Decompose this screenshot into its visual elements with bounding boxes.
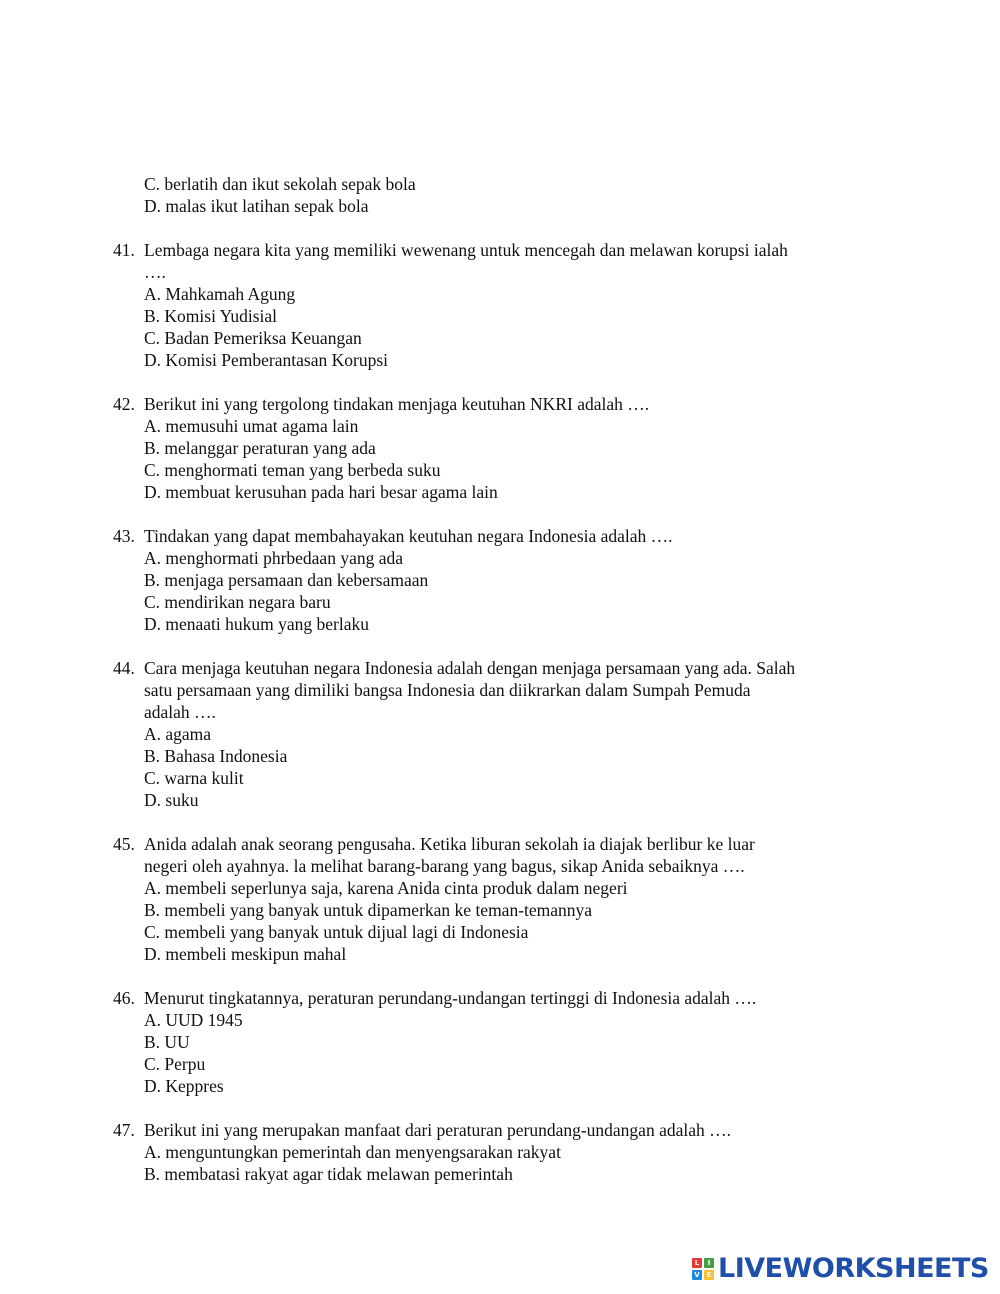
answer-options	[144, 415, 1000, 503]
question-text: Anida adalah anak seorang pengusaha. Ketika liburan sekolah ia diajak berlibur ke luar	[144, 834, 755, 854]
carryover-option: D. malas ikut latihan sepak bola	[144, 196, 369, 216]
question-line	[0, 833, 1000, 855]
answer-options	[144, 877, 1000, 965]
question-text: Cara menjaga keutuhan negara Indonesia adalah dengan menjaga persamaan yang ada. Salah	[144, 658, 796, 678]
question-text: Berikut ini yang merupakan manfaat dari peraturan perundang-undangan adalah ….	[144, 1120, 731, 1140]
question-41	[0, 239, 1000, 371]
carryover-option: C. berlatih dan ikut sekolah sepak bola	[144, 174, 416, 194]
answer-options	[144, 1009, 1000, 1097]
question-line	[0, 261, 1000, 283]
question-number: 47.	[113, 1120, 135, 1140]
answer-option: B. UU	[144, 1032, 190, 1052]
answer-option: B. melanggar peraturan yang ada	[144, 438, 376, 458]
question-number: 45.	[113, 834, 135, 854]
answer-option: D. Komisi Pemberantasan Korupsi	[144, 350, 388, 370]
question-text: Menurut tingkatannya, peraturan perundang-undangan tertinggi di Indonesia adalah ….	[144, 988, 757, 1008]
answer-option: C. membeli yang banyak untuk dijual lagi di Indonesia	[144, 922, 529, 942]
answer-option: D. suku	[144, 790, 199, 810]
brand-name: LIVEWORKSHEETS	[718, 1253, 989, 1284]
question-line	[0, 239, 1000, 261]
question-text: satu persamaan yang dimiliki bangsa Indonesia dan diikrarkan dalam Sumpah Pemuda	[144, 680, 751, 700]
question-number-cell	[0, 1119, 144, 1141]
question-number-cell	[0, 701, 144, 723]
question-number-cell	[0, 855, 144, 877]
question-text: Berikut ini yang tergolong tindakan menjaga keutuhan NKRI adalah ….	[144, 394, 650, 414]
answer-option: C. Perpu	[144, 1054, 206, 1074]
answer-options	[144, 723, 1000, 811]
answer-option: C. menghormati teman yang berbeda suku	[144, 460, 441, 480]
answer-option: A. menghormati phrbedaan yang ada	[144, 548, 404, 568]
logo-grid-icon	[692, 1258, 714, 1280]
answer-option: C. warna kulit	[144, 768, 244, 788]
answer-option: B. menjaga persamaan dan kebersamaan	[144, 570, 429, 590]
question-list	[0, 239, 1000, 1185]
question-line	[0, 525, 1000, 547]
answer-option: A. agama	[144, 724, 212, 744]
logo-letter-v: V	[692, 1270, 702, 1280]
answer-option: D. membuat kerusuhan pada hari besar agama lain	[144, 482, 498, 502]
answer-option: A. membeli seperlunya saja, karena Anida cinta produk dalam negeri	[144, 878, 628, 898]
answer-options	[144, 547, 1000, 635]
question-text: ….	[144, 262, 166, 282]
question-line	[0, 393, 1000, 415]
logo-letter-e: E	[704, 1270, 714, 1280]
logo-letter-i: I	[704, 1258, 714, 1268]
question-44	[0, 657, 1000, 811]
question-line	[0, 679, 1000, 701]
question-number: 41.	[113, 240, 135, 260]
answer-option: D. membeli meskipun mahal	[144, 944, 347, 964]
answer-option: B. membatasi rakyat agar tidak melawan pemerintah	[144, 1164, 513, 1184]
question-47	[0, 1119, 1000, 1185]
question-line	[0, 701, 1000, 723]
answer-option: A. menguntungkan pemerintah dan menyengsarakan rakyat	[144, 1142, 561, 1162]
answer-option: A. UUD 1945	[144, 1010, 243, 1030]
question-number: 46.	[113, 988, 135, 1008]
answer-option: C. Badan Pemeriksa Keuangan	[144, 328, 362, 348]
worksheet	[0, 173, 1000, 1185]
answer-option: B. membeli yang banyak untuk dipamerkan ke teman-temannya	[144, 900, 593, 920]
logo-letter-l: L	[692, 1258, 702, 1268]
carryover-options	[144, 173, 1000, 217]
question-number-cell	[0, 261, 144, 283]
question-43	[0, 525, 1000, 635]
question-number-cell	[0, 833, 144, 855]
answer-options	[144, 1141, 1000, 1185]
question-number-cell	[0, 679, 144, 701]
answer-option: D. Keppres	[144, 1076, 224, 1096]
answer-option: A. Mahkamah Agung	[144, 284, 296, 304]
question-text: Tindakan yang dapat membahayakan keutuhan negara Indonesia adalah ….	[144, 526, 673, 546]
question-number-cell	[0, 987, 144, 1009]
liveworksheets-logo	[692, 1254, 989, 1284]
question-number: 44.	[113, 658, 135, 678]
answer-option: B. Komisi Yudisial	[144, 306, 278, 326]
question-text: adalah ….	[144, 702, 216, 722]
question-line	[0, 855, 1000, 877]
question-number-cell	[0, 657, 144, 679]
answer-options	[144, 283, 1000, 371]
question-42	[0, 393, 1000, 503]
question-number-cell	[0, 525, 144, 547]
question-number: 43.	[113, 526, 135, 546]
question-number-cell	[0, 393, 144, 415]
question-line	[0, 1119, 1000, 1141]
question-number-cell	[0, 239, 144, 261]
question-text: negeri oleh ayahnya. la melihat barang-barang yang bagus, sikap Anida sebaiknya ….	[144, 856, 745, 876]
answer-option: A. memusuhi umat agama lain	[144, 416, 359, 436]
answer-option: C. mendirikan negara baru	[144, 592, 331, 612]
question-line	[0, 657, 1000, 679]
question-45	[0, 833, 1000, 965]
answer-option: D. menaati hukum yang berlaku	[144, 614, 370, 634]
answer-option: B. Bahasa Indonesia	[144, 746, 288, 766]
question-text: Lembaga negara kita yang memiliki wewenang untuk mencegah dan melawan korupsi ialah	[144, 240, 788, 260]
question-46	[0, 987, 1000, 1097]
question-line	[0, 987, 1000, 1009]
question-number: 42.	[113, 394, 135, 414]
